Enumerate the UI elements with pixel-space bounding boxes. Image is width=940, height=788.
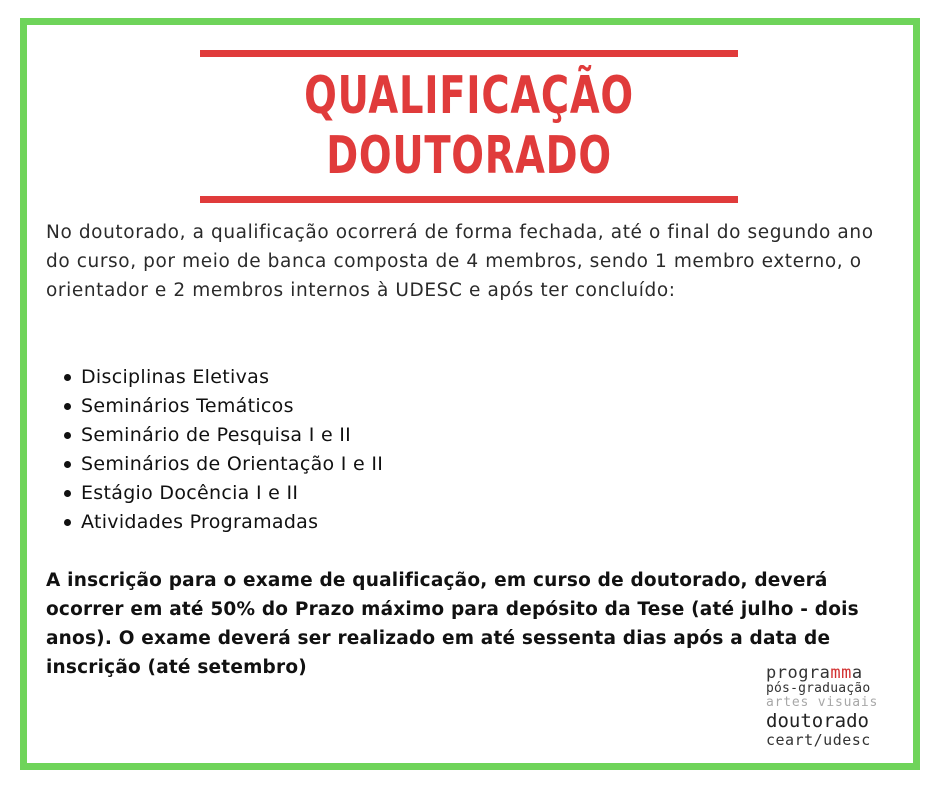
bullet-icon	[64, 519, 71, 526]
program-logo	[766, 664, 906, 749]
title-line-2: DOUTORADO	[326, 126, 612, 186]
bullet-icon	[64, 403, 71, 410]
title-bottom-rule	[200, 196, 738, 203]
logo-line-programa: programma	[766, 663, 863, 683]
list-item	[64, 363, 383, 392]
closing-paragraph: A inscrição para o exame de qualificação, em curso de doutorado, deverá ocorrer em até 50% do Prazo máximo para depósito da Tese (até julho - dois anos). O exame deverá ser realizado em até sessenta dias após a data de inscrição (até setembro)	[46, 570, 859, 678]
list-item	[64, 392, 383, 421]
list-item-label: Estágio Docência I e II	[81, 482, 299, 504]
bullet-icon	[64, 432, 71, 439]
logo-line-ceart-udesc: ceart/udesc	[766, 731, 871, 749]
bullet-icon	[64, 490, 71, 497]
bullet-icon	[64, 461, 71, 468]
list-item-label: Disciplinas Eletivas	[81, 366, 270, 388]
logo-line-pos-graduacao: pós-graduação	[766, 681, 871, 696]
logo-line-artes-visuais: artes visuais	[766, 695, 879, 710]
requirements-list	[64, 363, 383, 537]
title-top-rule	[200, 50, 738, 57]
bullet-icon	[64, 374, 71, 381]
title-line-1: QUALIFICAÇÃO	[304, 66, 634, 126]
list-item-label: Atividades Programadas	[81, 511, 319, 533]
list-item-label: Seminários de Orientação I e II	[81, 453, 384, 475]
list-item-label: Seminários Temáticos	[81, 395, 294, 417]
list-item	[64, 508, 383, 537]
list-item	[64, 479, 383, 508]
list-item	[64, 450, 383, 479]
page-title	[270, 66, 668, 186]
logo-line-doutorado: doutorado	[766, 710, 869, 732]
list-item	[64, 421, 383, 450]
list-item-label: Seminário de Pesquisa I e II	[81, 424, 352, 446]
intro-paragraph: No doutorado, a qualificação ocorrerá de forma fechada, até o final do segundo ano do curso, por meio de banca composta de 4 membros, sendo 1 membro externo, o orientador e 2 membros internos à UDESC e após ter concluído:	[46, 222, 874, 301]
